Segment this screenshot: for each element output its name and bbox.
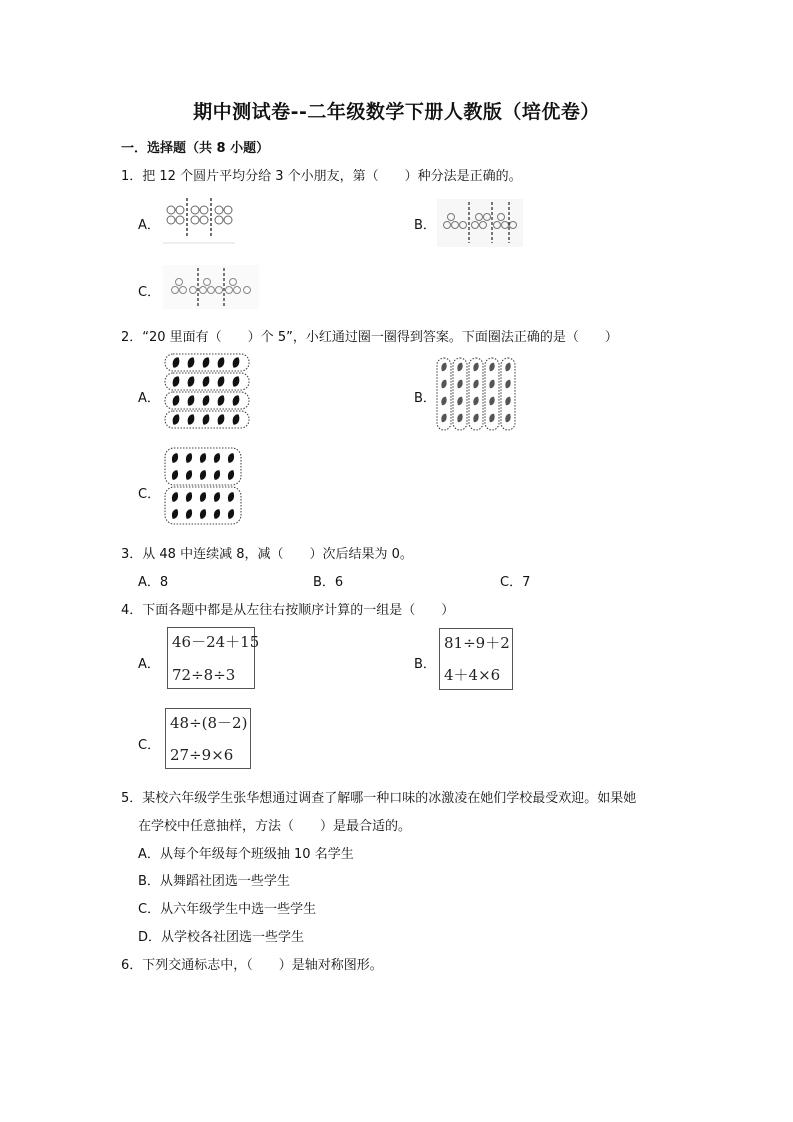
leaf-figure bbox=[505, 414, 510, 422]
question-4-option-c-box bbox=[165, 708, 251, 769]
question-4-option-b-line-1: 81÷9＋2 bbox=[444, 634, 510, 652]
leaf-figure bbox=[186, 453, 192, 463]
question-5-text-line-1: 5．某校六年级学生张华想通过调查了解哪一种口味的冰激凌在她们学校最受欢迎。如果她 bbox=[121, 791, 637, 806]
question-1-option-c-figure bbox=[163, 265, 259, 309]
leaf-figure bbox=[489, 380, 494, 388]
question-4-option-a-label: A． bbox=[138, 657, 160, 672]
leaf-figure bbox=[200, 453, 206, 463]
leaf-figure bbox=[203, 357, 210, 367]
question-2-option-b-label: B． bbox=[414, 391, 436, 406]
leaf-figure bbox=[441, 380, 446, 388]
leaf-figure bbox=[172, 509, 178, 519]
leaf-figure bbox=[173, 376, 180, 386]
leaf-figure bbox=[188, 414, 195, 424]
leaf-figure bbox=[233, 414, 240, 424]
leaf-figure bbox=[233, 357, 240, 367]
leaf-figure bbox=[218, 414, 225, 424]
leaf-figure bbox=[489, 397, 494, 405]
leaf-figure bbox=[457, 380, 462, 388]
question-2-option-a-figure bbox=[164, 352, 250, 430]
leaf-figure bbox=[228, 453, 234, 463]
question-3-option-c: C．7 bbox=[500, 575, 531, 590]
question-2-option-b-figure bbox=[436, 357, 518, 431]
leaf-figure bbox=[172, 453, 178, 463]
leaf-figure bbox=[218, 357, 225, 367]
leaf-figure bbox=[186, 509, 192, 519]
leaf-figure bbox=[188, 395, 195, 405]
leaf-figure bbox=[457, 414, 462, 422]
leaf-figure bbox=[173, 395, 180, 405]
leaf-figure bbox=[172, 470, 178, 480]
leaf-figure bbox=[441, 414, 446, 422]
leaf-figure bbox=[218, 376, 225, 386]
question-1-option-a-figure bbox=[163, 196, 235, 244]
question-4-option-a-box bbox=[167, 627, 260, 689]
leaf-figure bbox=[228, 509, 234, 519]
leaf-figure bbox=[489, 363, 494, 371]
question-4-option-b-line-2: 4＋4×6 bbox=[444, 666, 501, 684]
question-2-text: 2．“20 里面有（ ）个 5”，小红通过圈一圈得到答案。下面圈法正确的是（ ） bbox=[121, 330, 618, 345]
question-5-text-line-2: 在学校中任意抽样，方法（ ）是最合适的。 bbox=[138, 819, 412, 834]
leaf-figure bbox=[228, 492, 234, 502]
question-6-text: 6．下列交通标志中，（ ）是轴对称图形。 bbox=[121, 958, 383, 973]
leaf-figure bbox=[203, 414, 210, 424]
question-4-text: 4．下面各题中都是从左往右按顺序计算的一组是（ ） bbox=[121, 603, 455, 618]
leaf-figure bbox=[188, 357, 195, 367]
question-3-text: 3．从 48 中连续减 8，减（ ）次后结果为 0。 bbox=[121, 547, 413, 562]
question-1-option-b-label: B． bbox=[414, 218, 436, 233]
question-1-option-a-label: A． bbox=[138, 218, 160, 233]
question-3-option-b: B．6 bbox=[313, 575, 344, 590]
leaf-figure bbox=[203, 395, 210, 405]
leaf-figure bbox=[200, 509, 206, 519]
question-2-option-a-label: A． bbox=[138, 391, 160, 406]
leaf-figure bbox=[505, 363, 510, 371]
leaf-figure bbox=[233, 395, 240, 405]
leaf-figure bbox=[214, 509, 220, 519]
question-2-option-c-figure bbox=[164, 447, 242, 526]
leaf-figure bbox=[214, 492, 220, 502]
leaf-figure bbox=[203, 376, 210, 386]
question-5-option-b: B．从舞蹈社团选一些学生 bbox=[138, 874, 290, 889]
leaf-figure bbox=[186, 492, 192, 502]
leaf-figure bbox=[188, 376, 195, 386]
leaf-figure bbox=[172, 492, 178, 502]
question-5-option-c: C．从六年级学生中选一些学生 bbox=[138, 902, 317, 917]
question-2-option-c-label: C． bbox=[138, 487, 161, 502]
question-1-option-c-label: C． bbox=[138, 285, 161, 300]
question-4-option-a-line-1: 46－24＋15 bbox=[172, 633, 260, 651]
leaf-figure bbox=[457, 363, 462, 371]
leaf-figure bbox=[233, 376, 240, 386]
leaf-figure bbox=[200, 470, 206, 480]
leaf-figure bbox=[473, 380, 478, 388]
question-4-option-c-line-1: 48÷(8－2) bbox=[170, 714, 248, 732]
question-3-option-a: A．8 bbox=[138, 575, 169, 590]
question-4-option-b-label: B． bbox=[414, 657, 436, 672]
question-4-option-a-line-2: 72÷8÷3 bbox=[172, 666, 236, 684]
leaf-figure bbox=[200, 492, 206, 502]
question-4-option-c-line-2: 27÷9×6 bbox=[170, 746, 234, 764]
question-1-text: 1．把 12 个圆片平均分给 3 个小朋友，第（ ）种分法是正确的。 bbox=[121, 169, 522, 184]
question-5-option-a: A．从每个年级每个班级抽 10 名学生 bbox=[138, 847, 354, 862]
leaf-figure bbox=[186, 470, 192, 480]
leaf-figure bbox=[218, 395, 225, 405]
leaf-figure bbox=[473, 397, 478, 405]
leaf-figure bbox=[441, 363, 446, 371]
leaf-figure bbox=[473, 414, 478, 422]
leaf-figure bbox=[505, 380, 510, 388]
leaf-figure bbox=[214, 453, 220, 463]
leaf-figure bbox=[489, 414, 494, 422]
leaf-figure bbox=[441, 397, 446, 405]
page-title: 期中测试卷--二年级数学下册人教版（培优卷） bbox=[193, 101, 600, 123]
leaf-figure bbox=[228, 470, 234, 480]
leaf-figure bbox=[214, 470, 220, 480]
question-4-option-c-label: C． bbox=[138, 738, 161, 753]
question-5-option-d: D．从学校各社团选一些学生 bbox=[138, 930, 305, 945]
leaf-figure bbox=[505, 397, 510, 405]
leaf-figure bbox=[457, 397, 462, 405]
section-heading: 一．选择题（共 8 小题） bbox=[121, 141, 270, 156]
leaf-figure bbox=[473, 363, 478, 371]
leaf-figure bbox=[173, 357, 180, 367]
question-4-option-b-box bbox=[439, 628, 513, 690]
question-1-option-b-figure bbox=[437, 199, 523, 247]
leaf-figure bbox=[173, 414, 180, 424]
